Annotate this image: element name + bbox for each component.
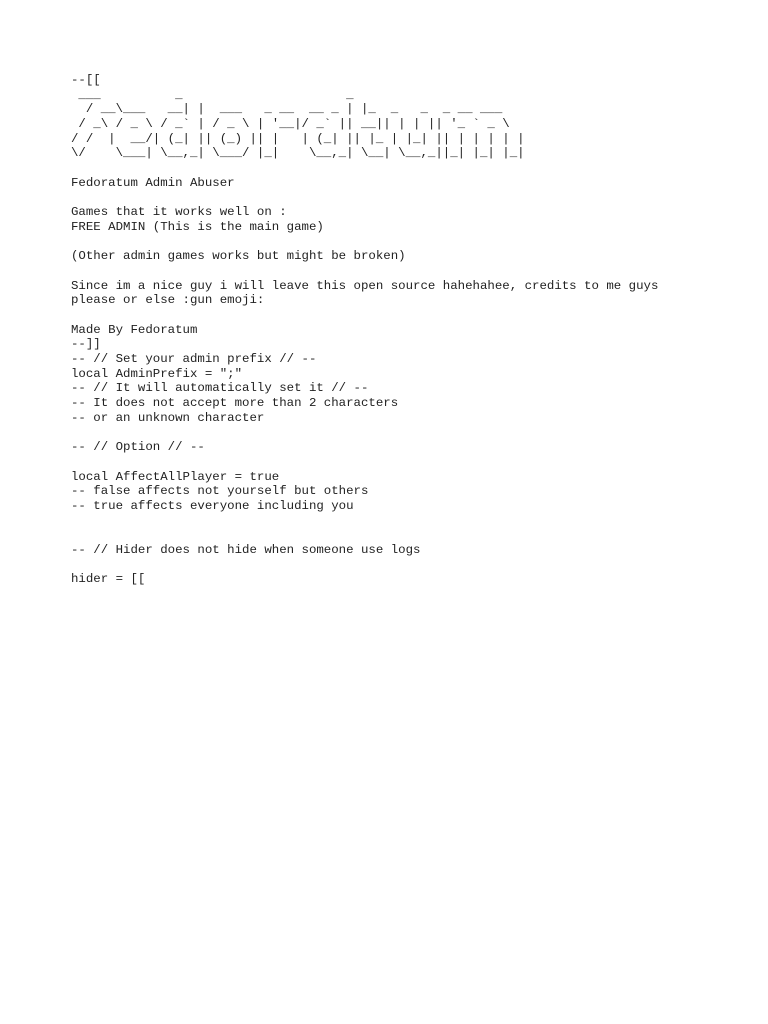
blank-line xyxy=(71,235,751,250)
blank-line xyxy=(71,161,751,176)
blank-line xyxy=(71,426,751,441)
blank-line xyxy=(71,264,751,279)
code-line: -- // Set your admin prefix // -- xyxy=(71,352,317,367)
document-page xyxy=(71,73,751,587)
code-line: local AdminPrefix = ";" xyxy=(71,366,243,381)
code-line: -- or an unknown character xyxy=(71,410,265,425)
code-line: Since im a nice guy i will leave this open source hahehahee, credits to me guys xyxy=(71,278,659,293)
code-line: \/ \___| \__,_| \___/ |_| \__,_| \__| \__,_||_| |_| |_| xyxy=(71,146,525,161)
blank-line xyxy=(71,528,751,543)
blank-line xyxy=(71,558,751,573)
code-line: / __\___ __| | ___ _ __ __ _ | |_ _ _ _ __ ___ xyxy=(71,102,503,117)
code-line: -- // Hider does not hide when someone use logs xyxy=(71,543,421,557)
code-line: --[[ xyxy=(71,73,101,87)
blank-line xyxy=(71,308,751,323)
code-text-block xyxy=(71,73,751,587)
code-line: FREE ADMIN (This is the main game) xyxy=(71,219,324,234)
code-line: Fedoratum Admin Abuser xyxy=(71,175,235,190)
code-line: -- It does not accept more than 2 characters xyxy=(71,396,399,411)
code-line: local AffectAllPlayer = true xyxy=(71,469,280,484)
code-line: -- false affects not yourself but others xyxy=(71,484,369,499)
code-line: hider = [[ xyxy=(71,572,146,587)
blank-line xyxy=(71,455,751,470)
code-line: -- // It will automatically set it // -- xyxy=(71,381,369,396)
code-line: Made By Fedoratum xyxy=(71,322,198,337)
code-line: -- // Option // -- xyxy=(71,440,205,455)
code-line: (Other admin games works but might be broken) xyxy=(71,249,406,264)
code-line: please or else :gun emoji: xyxy=(71,293,265,308)
code-line: / _\ / _ \ / _` | / _ \ | '__|/ _` || __|| | | || '_ ` _ \ xyxy=(71,117,510,132)
code-line: -- true affects everyone including you xyxy=(71,498,354,513)
code-line: --]] xyxy=(71,337,101,352)
code-line: ___ _ _ xyxy=(71,87,354,102)
blank-line xyxy=(71,191,751,206)
code-line: Games that it works well on : xyxy=(71,205,287,220)
code-line: / / | __/| (_| || (_) || | | (_| || |_ | |_| || | | | | | xyxy=(71,131,525,146)
blank-line xyxy=(71,514,751,529)
